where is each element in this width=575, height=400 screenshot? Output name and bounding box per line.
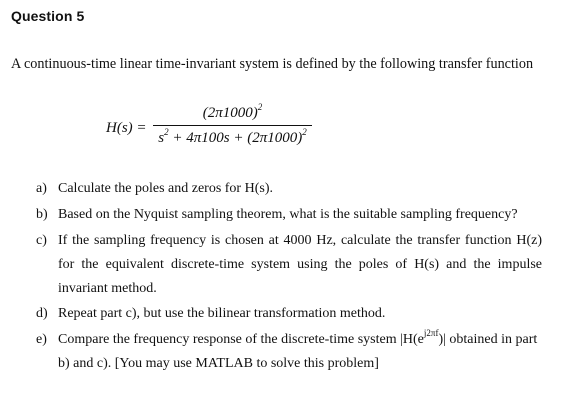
equation-lhs: H(s) = bbox=[106, 120, 147, 136]
fraction-numerator: $(2\pi 1000)^2$ bbox=[202, 102, 263, 121]
item-label: a) bbox=[36, 181, 47, 196]
item-text-line-2: for the equivalent discrete-time system using the poles of H(s) and the impulse bbox=[58, 257, 542, 272]
transfer-function-fraction bbox=[153, 103, 312, 148]
fraction-bar bbox=[153, 125, 312, 126]
item-text: Based on the Nyquist sampling theorem, what is the suitable sampling frequency? bbox=[58, 207, 518, 222]
item-text-line-3: invariant method. bbox=[58, 281, 157, 296]
item-label: e) bbox=[36, 332, 47, 347]
item-label: d) bbox=[36, 306, 48, 321]
item-text-line-2: b) and c). [You may use MATLAB to solve this problem] bbox=[58, 356, 379, 371]
item-label: b) bbox=[36, 207, 48, 222]
intro-text: A continuous-time linear time-invariant system is defined by the following transfer function bbox=[11, 56, 534, 72]
item-text: Repeat part c), but use the bilinear transformation method. bbox=[58, 306, 386, 321]
item-text-line-1: If the sampling frequency is chosen at 4000 Hz, calculate the transfer function H(z) bbox=[58, 233, 542, 248]
item-text: Calculate the poles and zeros for H(s). bbox=[58, 181, 273, 196]
fraction-denominator: $s^2 + 4\pi 100s + (2\pi 1000)^2$ bbox=[158, 127, 307, 146]
question-title: Question 5 bbox=[11, 8, 85, 24]
item-label: c) bbox=[36, 233, 47, 248]
item-text-line-1: Compare the frequency response of the discrete-time system $|H(e^{j2\pi f})|$ obtained in part bbox=[58, 328, 538, 347]
